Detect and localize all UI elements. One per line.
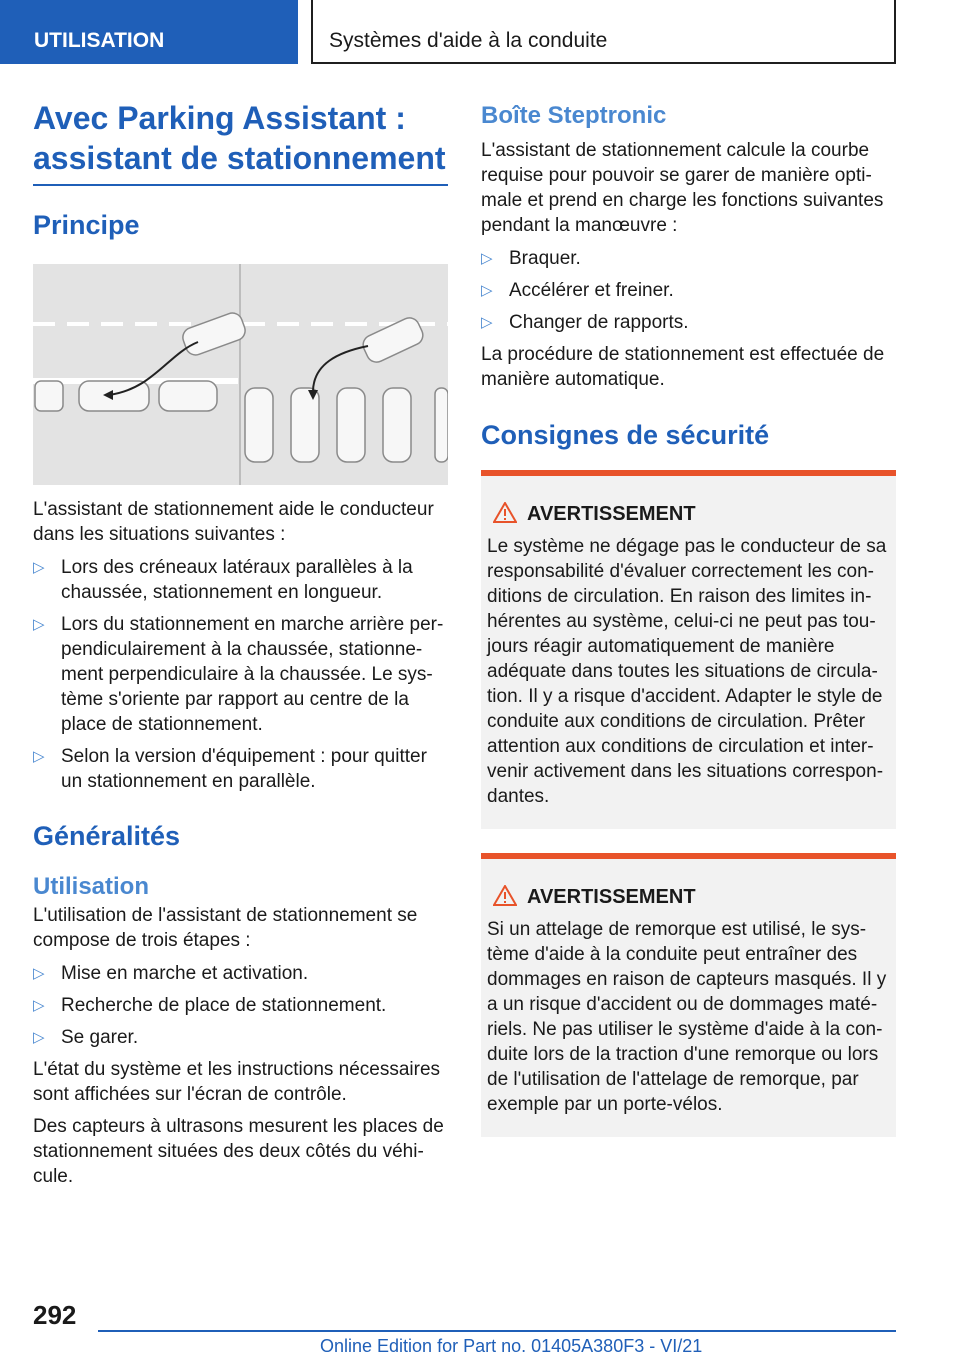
list-item: ▷ Recherche de place de stationnement. [33,993,448,1018]
warning-label: AVERTISSEMENT [527,886,696,908]
list-item: ▷ Braquer. [481,246,896,271]
steptronic-intro: L'assistant de stationnement calcule la courbe requise pour pouvoir se garer de manière opti‐male et prend en charge les fonctions suivantes pendant la manœuvre : [481,140,884,236]
steptronic-heading: Boîte Steptronic [481,102,667,129]
warning-label: AVERTISSEMENT [527,503,696,525]
warning-box [481,470,896,829]
steptronic-list [481,246,896,335]
parking-illustration [33,264,448,485]
warning-text: Le système ne dégage pas le conducteur de sa responsabilité d'évaluer correctement les con‐ditions de circulation. En raison des limites in‐hérentes au système, celui-ci ne peut pas tou‐jours réagir automatiquement de manière adéquate dans toutes les situations de circula‐tion. Il y a risque d'accident. Adapter le style de conduite aux conditions de circulation. Prêter attention aux conditions de circulation et inter‐venir activement dans les situations correspon‐dantes. [487,536,887,807]
principe-list [33,555,448,794]
list-item: ▷ Mise en marche et activation. [33,961,448,986]
page-title: Avec Parking Assistant : assistant de stationnement [33,98,448,186]
generalites-heading: Généralités [33,821,181,851]
warning-triangle-icon [493,502,517,523]
securite-heading: Consignes de sécurité [481,420,770,450]
utilisation-heading: Utilisation [33,873,150,900]
sensors-paragraph: Des capteurs à ultrasons mesurent les places de stationnement situées des deux côtés du véhi‐cule. [33,1116,444,1187]
system-status-paragraph: L'état du système et les instructions nécessaires sont affichées sur l'écran de contrôle. [33,1059,441,1105]
header-section-tab: UTILISATION [0,0,298,64]
edition-note: Online Edition for Part no. 01405A380F3 - VI/21 [320,1336,703,1356]
principe-intro: L'assistant de stationnement aide le conducteur dans les situations suivantes : [33,499,434,545]
list-item: ▷ Selon la version d'équipement : pour quitter un stationnement en parallèle. [33,744,448,794]
warning-box [481,853,896,1137]
warning-triangle-icon [493,885,517,906]
list-item: ▷ Lors du stationnement en marche arrière per‐pendiculairement à la chaussée, stationne‐ment perpendiculaire à la chaussée. Le sys‐tème s'oriente par rapport au centre de la place de stationnement. [33,612,448,737]
warning-text: Si un attelage de remorque est utilisé, le sys‐tème d'aide à la conduite peut entraîner des dommages en raison de capteurs masqués. Il y a un risque d'accident ou de dommages maté‐riels. Ne pas utiliser le système d'aide à la con‐duite lors de la traction d'une remorque ou lors de l'utilisation de l'attelage de remorque, par exemple par un porte-vélos. [487,919,887,1115]
steptronic-outro: La procédure de stationnement est effectuée de manière automatique. [481,344,885,390]
list-item: ▷ Lors des créneaux latéraux parallèles à la chaussée, stationnement en longueur. [33,555,448,605]
utilisation-intro: L'utilisation de l'assistant de stationnement se compose de trois étapes : [33,905,418,951]
header-chapter-tab: Systèmes d'aide à la conduite [311,0,896,64]
principe-heading: Principe [33,210,140,240]
parking-diagram-svg [33,264,448,485]
footer-divider [98,1330,896,1332]
list-item: ▷ Accélérer et freiner. [481,278,896,303]
right-column [481,100,896,1137]
list-item: ▷ Changer de rapports. [481,310,896,335]
page-number: 292 [33,1300,77,1330]
list-item: ▷ Se garer. [33,1025,448,1050]
utilisation-list [33,961,448,1050]
left-column [33,98,448,1189]
